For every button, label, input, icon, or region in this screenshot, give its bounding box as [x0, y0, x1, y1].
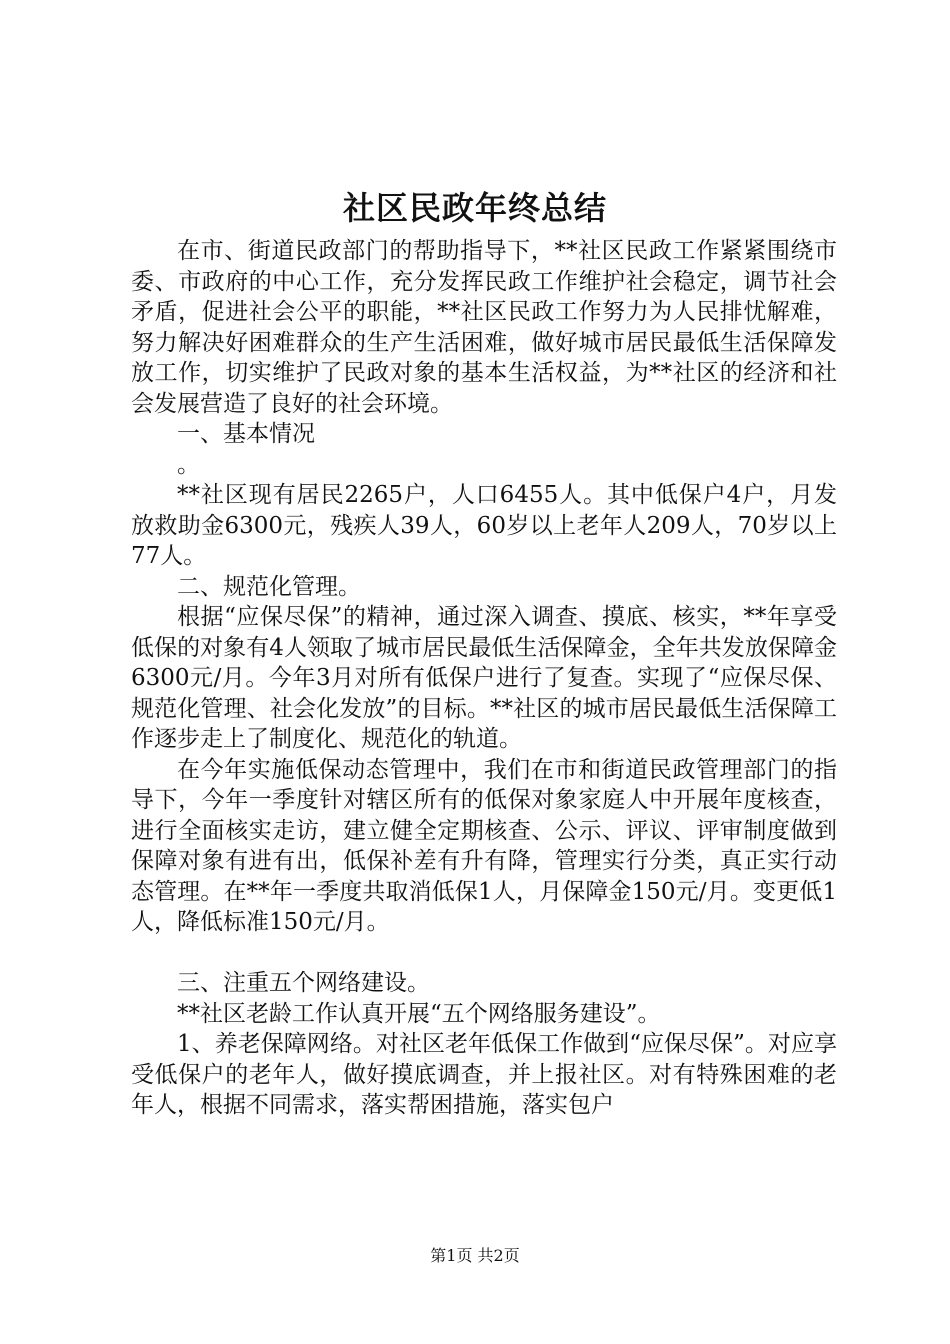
page-footer: 第1页 共2页 — [430, 1246, 520, 1265]
document-title: 社区民政年终总结 — [342, 189, 607, 227]
paragraph-intro: 在市、街道民政部门的帮助指导下，**社区民政工作紧紧围绕市委、市政府的中心工作，充分发挥民政工作维护社会稳定，调节社会矛盾，促进社会公平的职能，**社区民政工作努力为人民排忧解难，努力解决好困难群众的生产生活困难，做好城市居民最低生活保障发放工作，切实维护了民政对象的基本生活权益，为**社区的经济和社会发展营造了良好的社会环境。 — [131, 238, 837, 417]
paragraph-low-income: 根据“应保尽保”的精神，通过深入调查、摸底、核实，**年享受低保的对象有4人领取了城市居民最低生活保障金，全年共发放保障金6300元/月。今年3月对所有低保户进行了复查。实现了“应保尽保、规范化管理、社会化发放”的目标。**社区的城市居民最低生活保障工作逐步走上了制度化、规范化的轨道。 — [131, 604, 837, 752]
document-body — [131, 236, 837, 1121]
section-heading-networks: 三、注重五个网络建设。 — [177, 970, 430, 996]
paragraph-dynamic-management: 在今年实施低保动态管理中，我们在市和街道民政管理部门的指导下，今年一季度针对辖区所有的低保对象家庭人中开展年度核查，进行全面核实走访，建立健全定期核查、公示、评议、评审制度做到保障对象有进有出，低保补差有升有降，管理实行分类，真正实行动态管理。在**年一季度共取消低保1人，月保障金150元/月。变更低1人，降低标准150元/月。 — [131, 756, 837, 935]
paragraph-period: 。 — [177, 451, 200, 478]
section-heading-basic-info: 一、基本情况 — [177, 421, 315, 447]
section-heading-management: 二、规范化管理。 — [177, 573, 361, 600]
paragraph-spacer — [131, 938, 837, 969]
paragraph-pension-network: 1、养老保障网络。对社区老年低保工作做到“应保尽保”。对应享受低保户的老年人，做好摸底调查，并上报社区。对有特殊困难的老年人，根据不同需求，落实帮困措施，落实包户 — [131, 1031, 837, 1118]
paragraph-residents: **社区现有居民2265户，人口6455人。其中低保户4户，月发放救助金6300元，残疾人39人，60岁以上老年人209人，70岁以上77人。 — [131, 482, 837, 569]
paragraph-networks-intro: **社区老龄工作认真开展“五个网络服务建设”。 — [177, 1000, 661, 1027]
